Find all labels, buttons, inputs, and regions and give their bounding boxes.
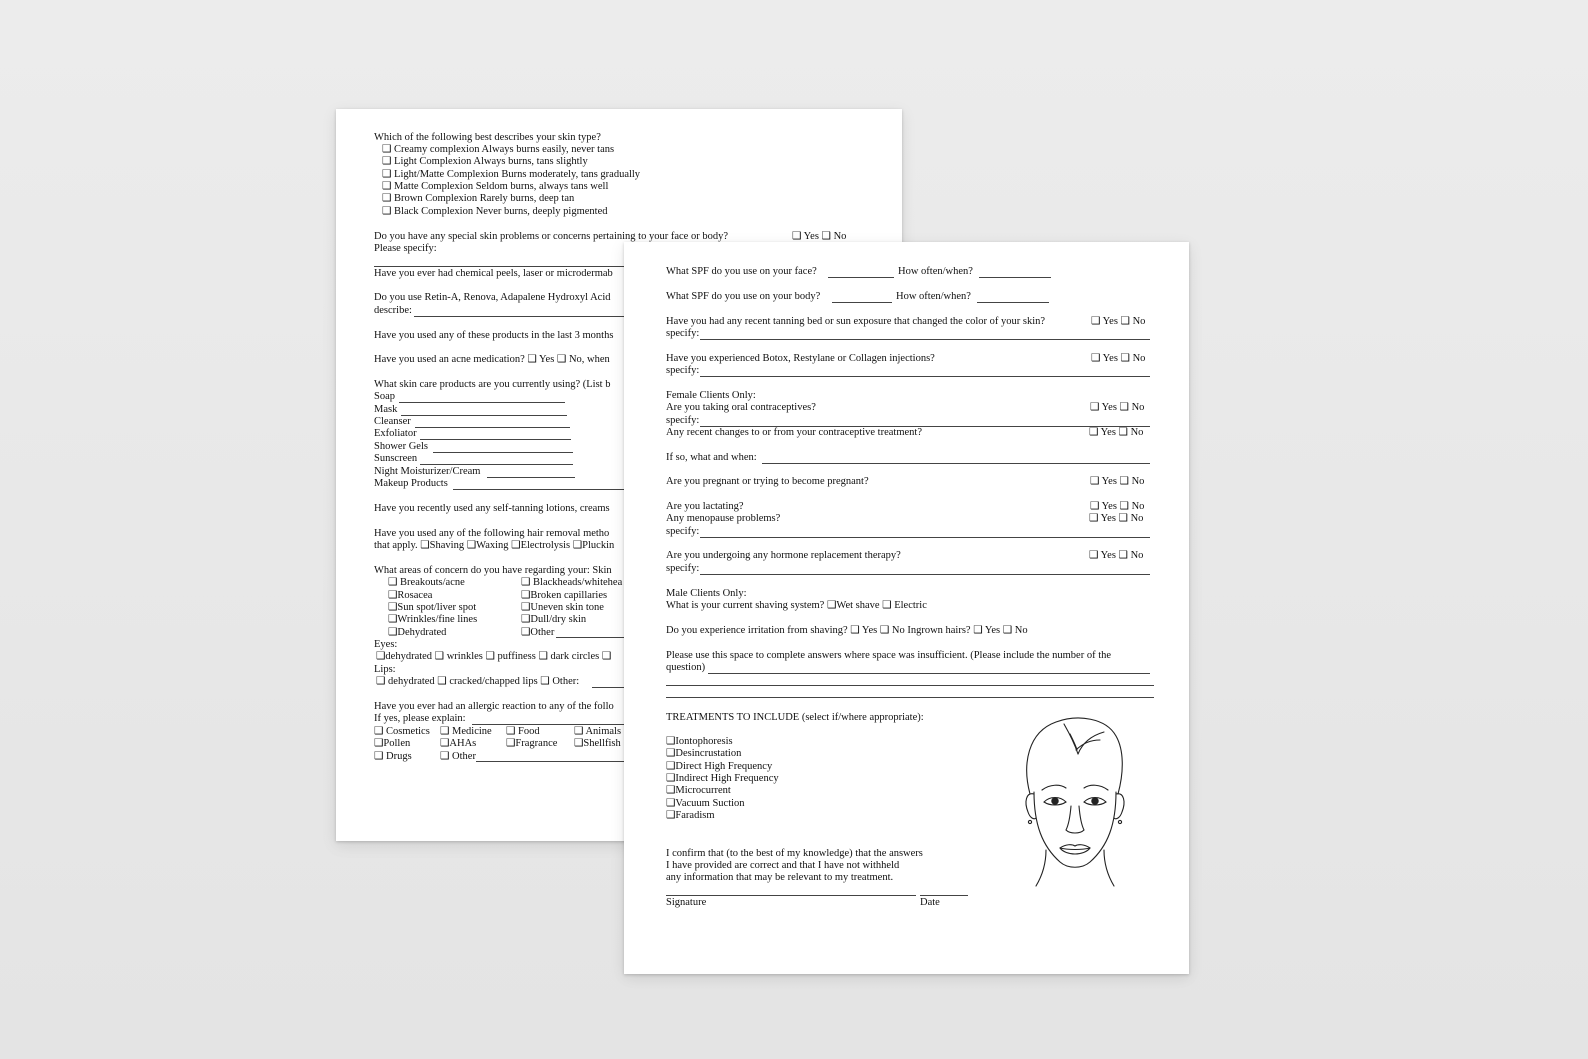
allergen-option[interactable]: ❑ Drugs [374, 751, 412, 762]
acne-question: Have you used an acne medication? ❑ Yes ❑ No, when [374, 354, 610, 365]
extra-space-instructions-cont: question) [666, 662, 706, 673]
date-label: Date [920, 897, 940, 908]
hair-removal-options[interactable]: that apply. ❑Shaving ❑Waxing ❑Electrolysis ❑Pluckin [374, 540, 615, 551]
allergen-option[interactable]: ❑ Food [506, 726, 540, 737]
lips-label: Lips: [374, 664, 396, 675]
menopause-yes-no[interactable]: ❑ Yes ❑ No [1089, 513, 1144, 524]
answer-line[interactable] [414, 316, 624, 317]
specify-label: specify: [666, 415, 700, 426]
face-diagram [1016, 714, 1134, 890]
allergen-option[interactable]: ❑ Cosmetics [374, 726, 430, 737]
eyes-label: Eyes: [374, 639, 398, 650]
tanning-question: Have you had any recent tanning bed or sun exposure that changed the color of your skin? [666, 316, 1046, 327]
lactating-question: Are you lactating? [666, 501, 744, 512]
product-label: Soap [374, 391, 395, 402]
chemical-peels-question: Have you ever had chemical peels, laser or microdermab [374, 268, 613, 279]
allergen-option[interactable]: ❑Pollen [374, 738, 411, 749]
answer-line[interactable] [420, 464, 573, 465]
pregnant-question: Are you pregnant or trying to become pregnant? [666, 476, 869, 487]
contraceptive-changes-question: Any recent changes to or from your contraceptive treatment? [666, 427, 922, 438]
spf-body-how-often: How often/when? [896, 291, 971, 302]
concern-option[interactable]: ❑Rosacea [388, 590, 433, 601]
answer-line[interactable] [700, 537, 1150, 538]
confirmation-text: any information that may be relevant to my treatment. [666, 872, 894, 883]
answer-line[interactable] [556, 637, 624, 638]
hormone-yes-no[interactable]: ❑ Yes ❑ No [1089, 550, 1144, 561]
answer-line[interactable] [592, 687, 624, 688]
answer-line[interactable] [700, 574, 1150, 575]
specify-label: specify: [666, 563, 700, 574]
answer-line[interactable] [977, 302, 1049, 303]
answer-line[interactable] [453, 489, 624, 490]
product-label: Shower Gels [374, 441, 428, 452]
answer-line[interactable] [666, 697, 1154, 698]
specify-label: specify: [666, 328, 700, 339]
treatment-option[interactable]: ❑Indirect High Frequency [666, 773, 779, 784]
self-tanning-question: Have you recently used any self-tanning lotions, creams [374, 503, 610, 514]
confirmation-text: I have provided are correct and that I have not withheld [666, 860, 900, 871]
answer-line[interactable] [828, 277, 894, 278]
product-label: Night Moisturizer/Cream [374, 466, 481, 477]
treatment-option[interactable]: ❑Direct High Frequency [666, 761, 773, 772]
answer-line[interactable] [700, 339, 1150, 340]
skin-type-option[interactable]: ❑ Matte Complexion Seldom burns, always tans well [382, 181, 609, 192]
answer-line[interactable] [666, 685, 1154, 686]
skin-type-question: Which of the following best describes your skin type? [374, 132, 601, 143]
answer-line[interactable] [708, 673, 1150, 674]
products-3-months-question: Have you used any of these products in the last 3 months [374, 330, 614, 341]
shaving-system-question[interactable]: What is your current shaving system? ❑Wet shave ❑ Electric [666, 600, 927, 611]
pregnant-yes-no[interactable]: ❑ Yes ❑ No [1090, 476, 1145, 487]
male-heading: Male Clients Only: [666, 588, 747, 599]
concern-option[interactable]: ❑Dull/dry skin [521, 614, 587, 625]
product-label: Mask [374, 404, 398, 415]
special-problems-yes-no[interactable]: ❑ Yes ❑ No [792, 231, 847, 242]
product-label: Sunscreen [374, 453, 418, 464]
answer-line[interactable] [420, 439, 571, 440]
special-problems-specify: Please specify: [374, 243, 437, 254]
shaving-irritation-question[interactable]: Do you experience irritation from shaving? ❑ Yes ❑ No Ingrown hairs? ❑ Yes ❑ No [666, 625, 1028, 636]
contraceptives-yes-no[interactable]: ❑ Yes ❑ No [1090, 402, 1145, 413]
specify-label: specify: [666, 365, 700, 376]
answer-line[interactable] [401, 415, 567, 416]
allergen-option[interactable]: ❑ Other [440, 751, 476, 762]
allergen-option[interactable]: ❑ Medicine [440, 726, 492, 737]
retin-a-describe: describe: [374, 305, 412, 316]
answer-line[interactable] [433, 452, 573, 453]
concern-option[interactable]: ❑Broken capillaries [521, 590, 608, 601]
skin-care-products-question: What skin care products are you currently using? (List b [374, 379, 611, 390]
signature-line[interactable] [666, 895, 916, 896]
hair-removal-question: Have you used any of the following hair removal metho [374, 528, 610, 539]
skin-type-option[interactable]: ❑ Brown Complexion Rarely burns, deep tan [382, 193, 575, 204]
answer-line[interactable] [487, 477, 575, 478]
concern-option[interactable]: ❑Sun spot/liver spot [388, 602, 477, 613]
concern-option[interactable]: ❑ Breakouts/acne [388, 577, 465, 588]
answer-line[interactable] [399, 402, 565, 403]
product-label: Makeup Products [374, 478, 448, 489]
confirmation-text: I confirm that (to the best of my knowledge) that the answers [666, 848, 923, 859]
answer-line[interactable] [476, 761, 624, 762]
contraceptives-question: Are you taking oral contraceptives? [666, 402, 816, 413]
botox-yes-no[interactable]: ❑ Yes ❑ No [1091, 353, 1146, 364]
concern-option[interactable]: ❑Uneven skin tone [521, 602, 604, 613]
answer-line[interactable] [374, 266, 624, 267]
skin-type-option[interactable]: ❑ Light Complexion Always burns, tans slightly [382, 156, 588, 167]
answer-line[interactable] [472, 724, 624, 725]
allergen-option[interactable]: ❑AHAs [440, 738, 477, 749]
allergen-option[interactable]: ❑Fragrance [506, 738, 558, 749]
if-so-label: If so, what and when: [666, 452, 757, 463]
concern-option[interactable]: ❑Wrinkles/fine lines [388, 614, 478, 625]
allergic-question: Have you ever had an allergic reaction to any of the follo [374, 701, 614, 712]
eyes-options[interactable]: ❑dehydrated ❑ wrinkles ❑ puffiness ❑ dark circles ❑ [376, 651, 612, 662]
answer-line[interactable] [700, 376, 1150, 377]
answer-line[interactable] [415, 427, 570, 428]
treatment-option[interactable]: ❑Desincrustation [666, 748, 742, 759]
treatments-heading: TREATMENTS TO INCLUDE (select if/where appropriate): [666, 712, 924, 723]
skin-type-option[interactable]: ❑ Black Complexion Never burns, deeply pigmented [382, 206, 608, 217]
special-problems-question: Do you have any special skin problems or concerns pertaining to your face or body? [374, 231, 728, 242]
contraceptive-changes-yes-no[interactable]: ❑ Yes ❑ No [1089, 427, 1144, 438]
allergen-option[interactable]: ❑Shellfish [574, 738, 621, 749]
signature-label: Signature [666, 897, 707, 908]
allergic-explain: If yes, please explain: [374, 713, 466, 724]
menopause-question: Any menopause problems? [666, 513, 781, 524]
treatment-option[interactable]: ❑Iontophoresis [666, 736, 733, 747]
lips-options[interactable]: ❑ dehydrated ❑ cracked/chapped lips ❑ Other: [376, 676, 580, 687]
treatment-option[interactable]: ❑Faradism [666, 810, 715, 821]
product-label: Exfoliator [374, 428, 417, 439]
hormone-question: Are you undergoing any hormone replacement therapy? [666, 550, 901, 561]
spf-face-question: What SPF do you use on your face? [666, 266, 817, 277]
answer-line[interactable] [979, 277, 1051, 278]
product-label: Cleanser [374, 416, 411, 427]
specify-label: specify: [666, 526, 700, 537]
spf-face-how-often: How often/when? [898, 266, 973, 277]
retin-a-question: Do you use Retin-A, Renova, Adapalene Hydroxyl Acid [374, 292, 611, 303]
tanning-yes-no[interactable]: ❑ Yes ❑ No [1091, 316, 1146, 327]
concern-option[interactable]: ❑Dehydrated [388, 627, 447, 638]
lactating-yes-no[interactable]: ❑ Yes ❑ No [1090, 501, 1145, 512]
spf-body-question: What SPF do you use on your body? [666, 291, 821, 302]
concern-option[interactable]: ❑ Blackheads/whitehea [521, 577, 623, 588]
treatment-option[interactable]: ❑Vacuum Suction [666, 798, 745, 809]
botox-question: Have you experienced Botox, Restylane or Collagen injections? [666, 353, 935, 364]
treatment-option[interactable]: ❑Microcurrent [666, 785, 731, 796]
skin-type-option[interactable]: ❑ Light/Matte Complexion Burns moderately, tans gradually [382, 169, 641, 180]
female-heading: Female Clients Only: [666, 390, 756, 401]
concern-option[interactable]: ❑Other [521, 627, 555, 638]
answer-line[interactable] [762, 463, 1150, 464]
concern-question: What areas of concern do you have regarding your: Skin [374, 565, 612, 576]
answer-line[interactable] [832, 302, 892, 303]
allergen-option[interactable]: ❑ Animals [574, 726, 622, 737]
date-line[interactable] [920, 895, 968, 896]
skin-type-option[interactable]: ❑ Creamy complexion Always burns easily, never tans [382, 144, 615, 155]
extra-space-instructions: Please use this space to complete answers where space was insufficient. (Please include the number of the [666, 650, 1112, 661]
